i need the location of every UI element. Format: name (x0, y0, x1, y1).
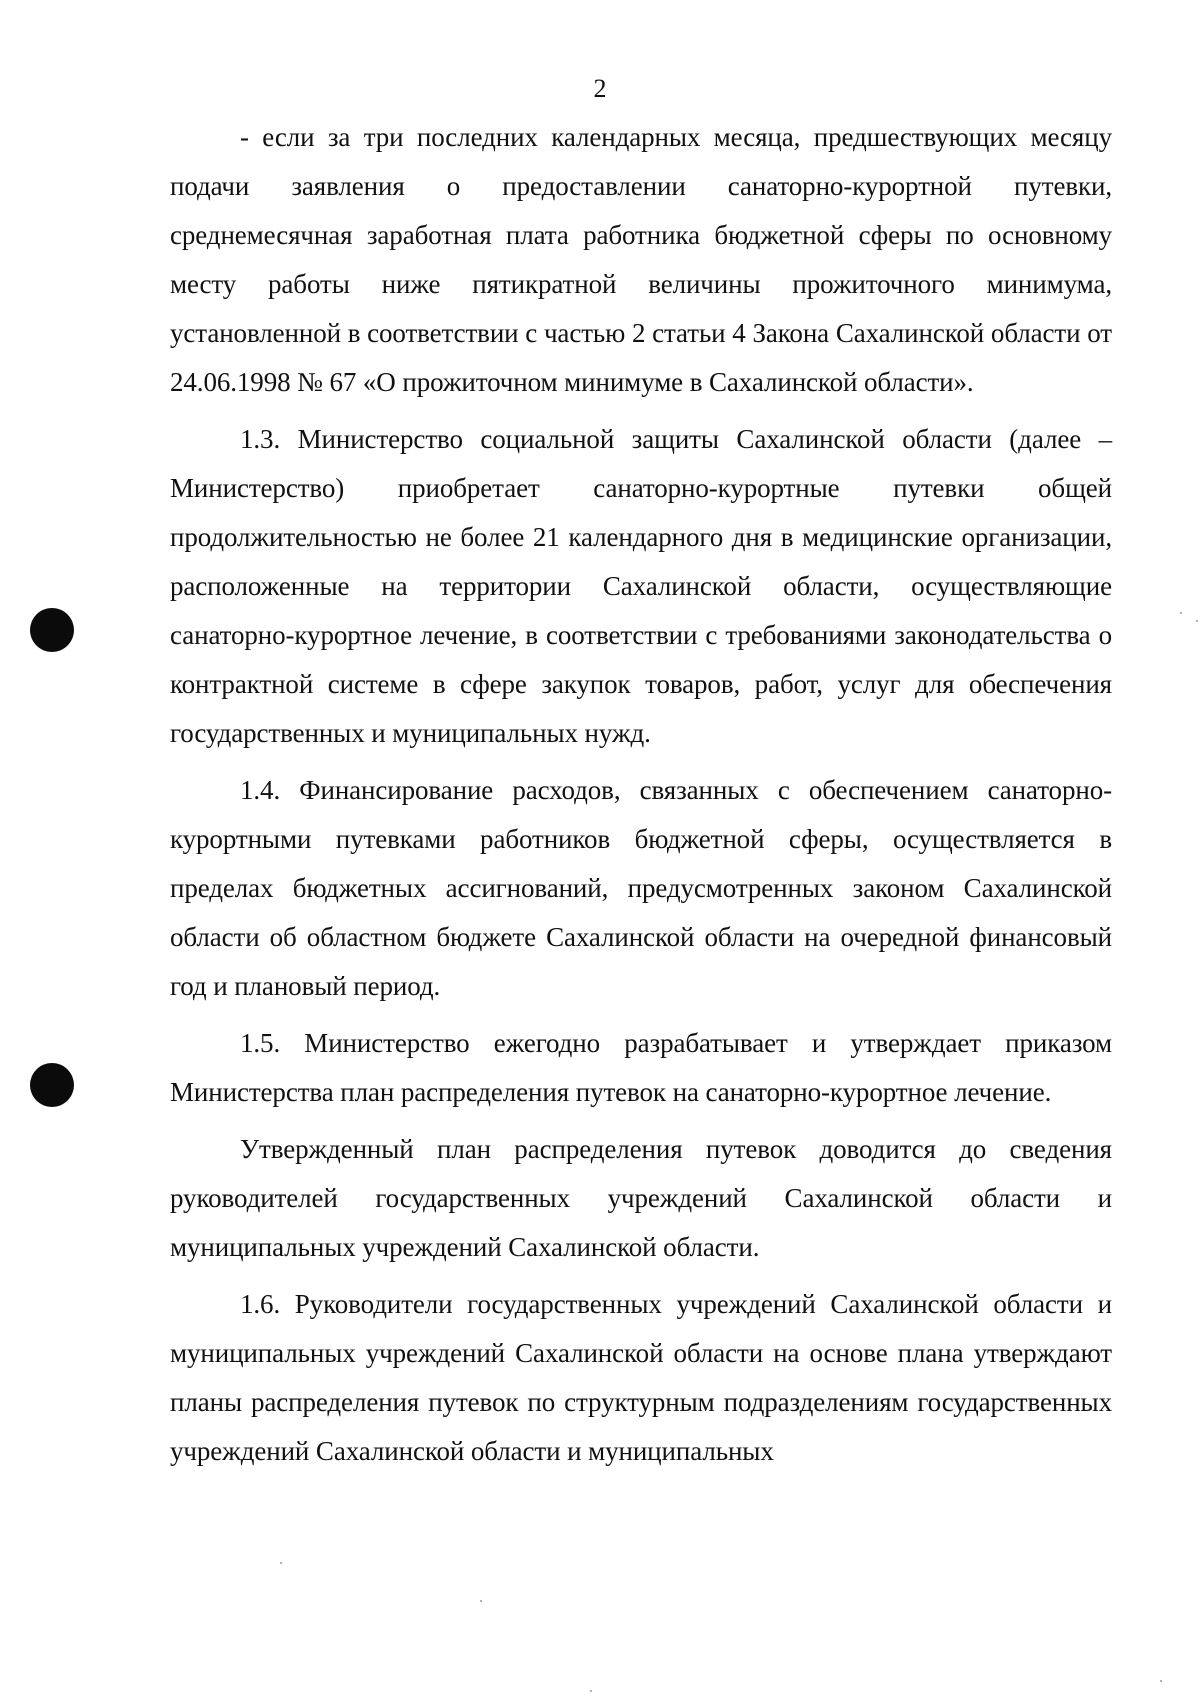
paragraph-1-4: 1.4. Финансирование расходов, связанных с обеспечением санаторно-курортными путевками работников бюджетной сферы, осуществляется в пределах бюджетных ассигнований, предусмотренных законом Сахалинской области об областном бюджете Сахалинской области на очередной финансовый год и плановый период. (170, 775, 1112, 1001)
paragraph-income-condition: - если за три последних календарных месяца, предшествующих месяцу подачи заявления о предоставлении санаторно-курортной путевки, среднемесячная заработная плата работника бюджетной сферы по основному месту работы ниже пятикратной величины прожиточного минимума, установленной в соответствии с частью 2 статьи 4 Закона Сахалинской области от 24.06.1998 № 67 «О прожиточном минимуме в Сахалинской области». (170, 122, 1112, 397)
document-body (170, 113, 1112, 1484)
paragraph-1-5: 1.5. Министерство ежегодно разрабатывает и утверждает приказом Министерства план распределения путевок на санаторно-курортное лечение. (170, 1028, 1112, 1107)
scan-speck (280, 1562, 282, 1564)
scan-speck (590, 1690, 592, 1692)
scan-speck (1160, 1680, 1162, 1682)
paragraph-1-6: 1.6. Руководители государственных учреждений Сахалинской области и муниципальных учреждений Сахалинской области на основе плана утверждают планы распределения путевок по структурным подразделениям государственных учреждений Сахалинской области и муниципальных (170, 1289, 1112, 1466)
scan-speck (1180, 612, 1182, 614)
scan-speck (1196, 620, 1198, 622)
punch-hole-mark (30, 1063, 74, 1107)
punch-hole-mark (30, 608, 74, 652)
scan-speck (480, 1600, 482, 1602)
paragraph-plan-notice: Утвержденный план распределения путевок доводится до сведения руководителей государственных учреждений Сахалинской области и муниципальных учреждений Сахалинской области. (170, 1134, 1112, 1262)
page-number: 2 (593, 74, 607, 103)
paragraph-1-3: 1.3. Министерство социальной защиты Сахалинской области (далее – Министерство) приобретает санаторно-курортные путевки общей продолжительностью не более 21 календарного дня в медицинские организации, расположенные на территории Сахалинской области, осуществляющие санаторно-курортное лечение, в соответствии с требованиями законодательства о контрактной системе в сфере закупок товаров, работ, услуг для обеспечения государственных и муниципальных нужд. (170, 424, 1112, 748)
